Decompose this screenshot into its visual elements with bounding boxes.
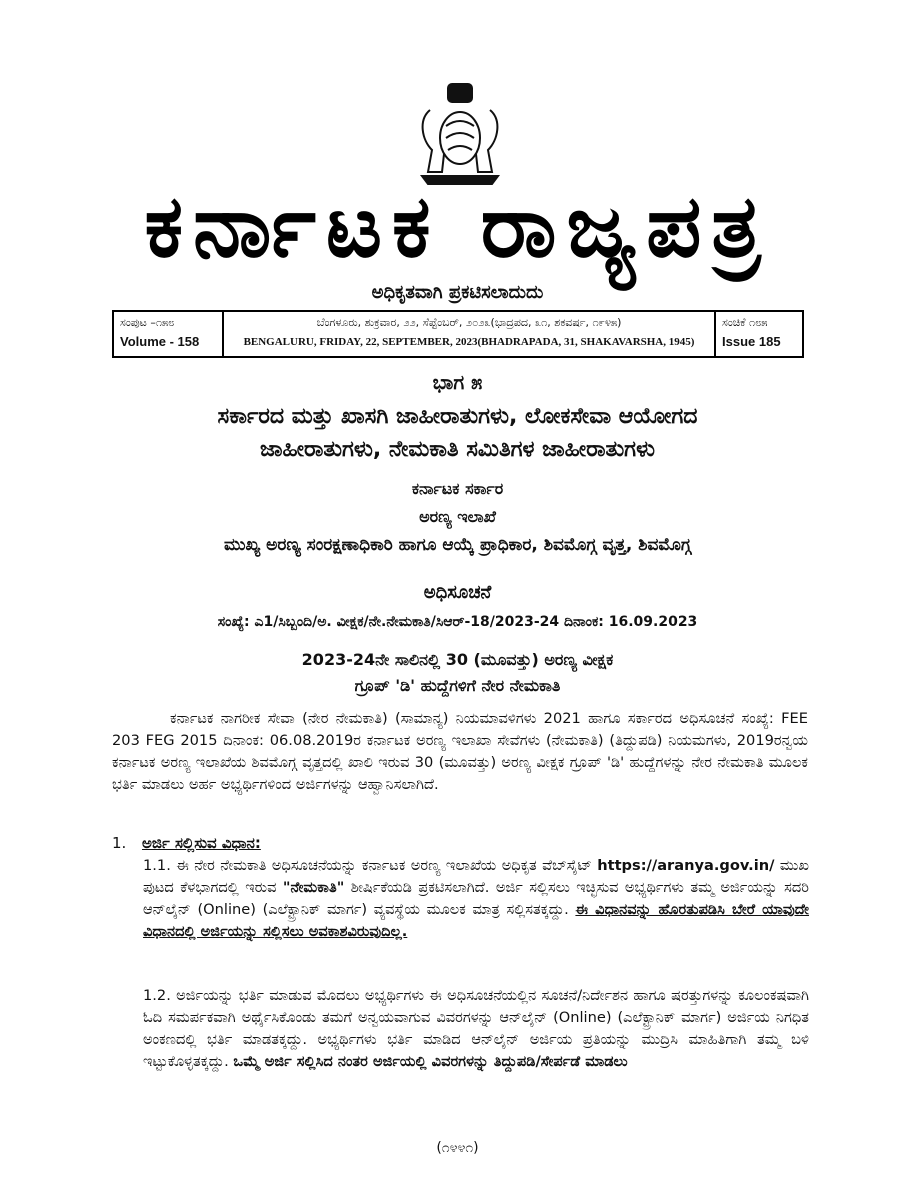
item-text: ಅರ್ಜಿಯನ್ನು ಭರ್ತಿ ಮಾಡುವ ಮೊದಲು ಅಭ್ಯರ್ಥಿಗಳು ಈ ಅಧಿಸೂಚನೆಯಲ್ಲಿನ ಸೂಚನೆ/ನಿರ್ದೇಶನ ಹಾಗೂ ಷರತ್ತುಗಳನ್ನು ಕೂಲಂಕಷವಾಗಿ ಓದಿ ಸಮರ್ಪಕವಾಗಿ ಅರ್ಥೈಸಿಕೊಂಡು ತಮಗೆ ಅನ್ವಯವಾಗುವ ವಿವರಗಳನ್ನು ಆನ್‌ಲೈನ್ (Online) (ಎಲೆಕ್ಟ್ರಾನಿಕ್ ಮಾರ್ಗ) ಅರ್ಜಿಯ ನಿಗಧಿತ ಅಂಕಣದಲ್ಲಿ ಭರ್ತಿ ಮಾಡತಕ್ಕದ್ದು. ಅಭ್ಯರ್ಥಿಗಳು ಭರ್ತಿ ಮಾಡಿದ ಆನ್‌ಲೈನ್ ಅರ್ಜಿಯ ಪ್ರತಿಯನ್ನು ಮುದ್ರಿಸಿ ಮಾಹಿತಿಗಾಗಿ ತಮ್ಮ ಬಳಿ ಇಟ್ಟುಕೊಳ್ಳತಕ್ಕದ್ದು. (143, 987, 809, 1070)
government-name: ಕರ್ನಾಟಕ ಸರ್ಕಾರ (411, 479, 504, 498)
part-title-line2: ಜಾಹೀರಾತುಗಳು, ನೇಮಕಾತಿ ಸಮಿತಿಗಳ ಜಾಹೀರಾತುಗಳು (259, 437, 656, 462)
notification-number: ಸಂಖ್ಯೆ: ಎ1/ಸಿಬ್ಬಂದಿ/ಅ. ವೀಕ್ಷಕ/ನೇ.ನೇಮಕಾತಿ/ಸಿಆರ್-18/2023-24 ದಿನಾಂಕ: 16.09.2023 (217, 614, 698, 630)
item-text: ಮುಖ ಪುಟದ ಕೆಳಭಾಗದಲ್ಲಿ ಇರುವ (143, 857, 809, 896)
item-bold-text: ಈ ವಿಧಾನವನ್ನು ಹೊರತುಪಡಿಸಿ ಬೇರೆ ಯಾವುದೇ ವಿಧಾನದಲ್ಲಿ ಅರ್ಜಿಯನ್ನು ಸಲ್ಲಿಸಲು ಅವಕಾಶವಿರುವುದಿಲ್ಲ. (143, 901, 810, 940)
issue-cell (714, 312, 802, 356)
item-text: ಶೀರ್ಷಿಕೆಯಡಿ ಪ್ರಕಟಿಸಲಾಗಿದೆ. ಅರ್ಜಿ ಸಲ್ಲಿಸಲು ಇಚ್ಛಿಸುವ ಅಭ್ಯರ್ಥಿಗಳು ತಮ್ಮ ಅರ್ಜಿಯನ್ನು ಸದರಿ ಆನ್‌ಲೈನ್ (Online) (ಎಲೆಕ್ಟ್ರಾನಿಕ್ ಮಾರ್ಗ) ವ್ಯವಸ್ಥೆಯ ಮೂಲಕ ಮಾತ್ರ ಸಲ್ಲಿಸತಕ್ಕದ್ದು. (143, 879, 809, 918)
gazette-info-box (112, 310, 804, 358)
notification-heading: ಅಧಿಸೂಚನೆ (423, 582, 492, 603)
masthead-title: ಕರ್ನಾಟಕ ರಾಜ್ಯಪತ್ರ (144, 177, 771, 277)
item-number: 1.2. (143, 987, 171, 1004)
section-title: ಅರ್ಜಿ ಸಲ್ಲಿಸುವ ವಿಧಾನ: (142, 834, 261, 852)
volume-english: Volume - 158 (120, 334, 200, 349)
office-name: ಮುಖ್ಯ ಅರಣ್ಯ ಸಂರಕ್ಷಣಾಧಿಕಾರಿ ಹಾಗೂ ಆಯ್ಕೆ ಪ್ರಾಧಿಕಾರ, ಶಿವಮೊಗ್ಗ ವೃತ್ತ, ಶಿವಮೊಗ್ಗ (223, 535, 692, 555)
part-title-line1: ಸರ್ಕಾರದ ಮತ್ತು ಖಾಸಗಿ ಜಾಹೀರಾತುಗಳು, ಲೋಕಸೇವಾ ಆಯೋಗದ (217, 404, 698, 429)
part-label: ಭಾಗ ೫ (432, 370, 483, 394)
item-text: ಈ ನೇರ ನೇಮಕಾತಿ ಅಧಿಸೂಚನೆಯನ್ನು ಕರ್ನಾಟಕ ಅರಣ್ಯ ಇಲಾಖೆಯ ಅಧಿಕೃತ ವೆಬ್‌ಸೈಟ್ (176, 857, 592, 874)
volume-cell (114, 312, 224, 356)
subject-line2: ಗ್ರೂಪ್ 'ಡಿ' ಹುದ್ದೆಗಳಿಗೆ ನೇರ ನೇಮಕಾತಿ (354, 676, 561, 695)
recruitment-heading-ref: "ನೇಮಕಾತಿ" (282, 879, 345, 896)
section-number: 1. (112, 834, 127, 852)
date-english: BENGALURU, FRIDAY, 22, SEPTEMBER, 2023(BHADRAPADA, 31, SHAKAVARSHA, 1945) (243, 336, 695, 348)
date-kannada: ಬೆಂಗಳೂರು, ಶುಕ್ರವಾರ, ೨೨, ಸೆಪ್ಟೆಂಬರ್, ೨೦೨೩(ಭಾದ್ರಪದ, ೩೧, ಶಕವರ್ಷ, ೧೯೪೫) (316, 316, 622, 329)
tagline: ಅಧಿಕೃತವಾಗಿ ಪ್ರಕಟಿಸಲಾದುದು (371, 282, 544, 303)
issue-kannada: ಸಂಚಿಕೆ ೧೮೫ (722, 316, 768, 329)
list-item (143, 855, 809, 943)
page-number: (೧೪೪೧) (436, 1140, 479, 1156)
department-name: ಅರಣ್ಯ ಇಲಾಖೆ (419, 507, 496, 526)
website-link[interactable]: https://aranya.gov.in/ (597, 857, 775, 874)
section-heading (112, 834, 261, 852)
list-item (143, 985, 809, 1073)
subject-line1: 2023-24ನೇ ಸಾಲಿನಲ್ಲಿ 30 (ಮೂವತ್ತು) ಅರಣ್ಯ ವೀಕ್ಷಕ (301, 650, 614, 669)
issue-english: Issue 185 (722, 334, 781, 349)
date-cell (224, 312, 714, 356)
volume-kannada: ಸಂಪುಟ –೧೫೮ (120, 316, 175, 329)
item-bold-text: ಒಮ್ಮೆ ಅರ್ಜಿ ಸಲ್ಲಿಸಿದ ನಂತರ ಅರ್ಜಿಯಲ್ಲಿ ವಿವರಗಳನ್ನು ತಿದ್ದುಪಡಿ/ಸೇರ್ಪಡೆ ಮಾಡಲು (233, 1053, 628, 1070)
item-number: 1.1. (143, 857, 171, 874)
intro-paragraph: ಕರ್ನಾಟಕ ನಾಗರೀಕ ಸೇವಾ (ನೇರ ನೇಮಕಾತಿ) (ಸಾಮಾನ್ಯ) ನಿಯಮಾವಳಿಗಳು 2021 ಹಾಗೂ ಸರ್ಕಾರದ ಅಧಿಸೂಚನೆ ಸಂಖ್ಯೆ: FEE 203 FEG 2015 ದಿನಾಂಕ: 06.08.2019ರ ಕರ್ನಾಟಕ ಅರಣ್ಯ ಇಲಾಖಾ ಸೇವೆಗಳು (ನೇಮಕಾತಿ) (ತಿದ್ದುಪಡಿ) ನಿಯಮಗಳು, 2019ರನ್ವಯ ಕರ್ನಾಟಕ ಅರಣ್ಯ ಇಲಾಖೆಯ ಶಿವಮೊಗ್ಗ ವೃತ್ತದಲ್ಲಿ ಖಾಲಿ ಇರುವ 30 (ಮೂವತ್ತು) ಅರಣ್ಯ ವೀಕ್ಷಕ ಗ್ರೂಪ್ 'ಡಿ' ಹುದ್ದೆಗಳನ್ನು ನೇರ ನೇಮಕಾತಿ ಮೂಲಕ ಭರ್ತಿ ಮಾಡಲು ಅರ್ಹ ಅಭ್ಯರ್ಥಿಗಳಿಂದ ಅರ್ಜಿಗಳನ್ನು ಆಹ್ವಾನಿಸಲಾಗಿದೆ. (112, 710, 808, 793)
